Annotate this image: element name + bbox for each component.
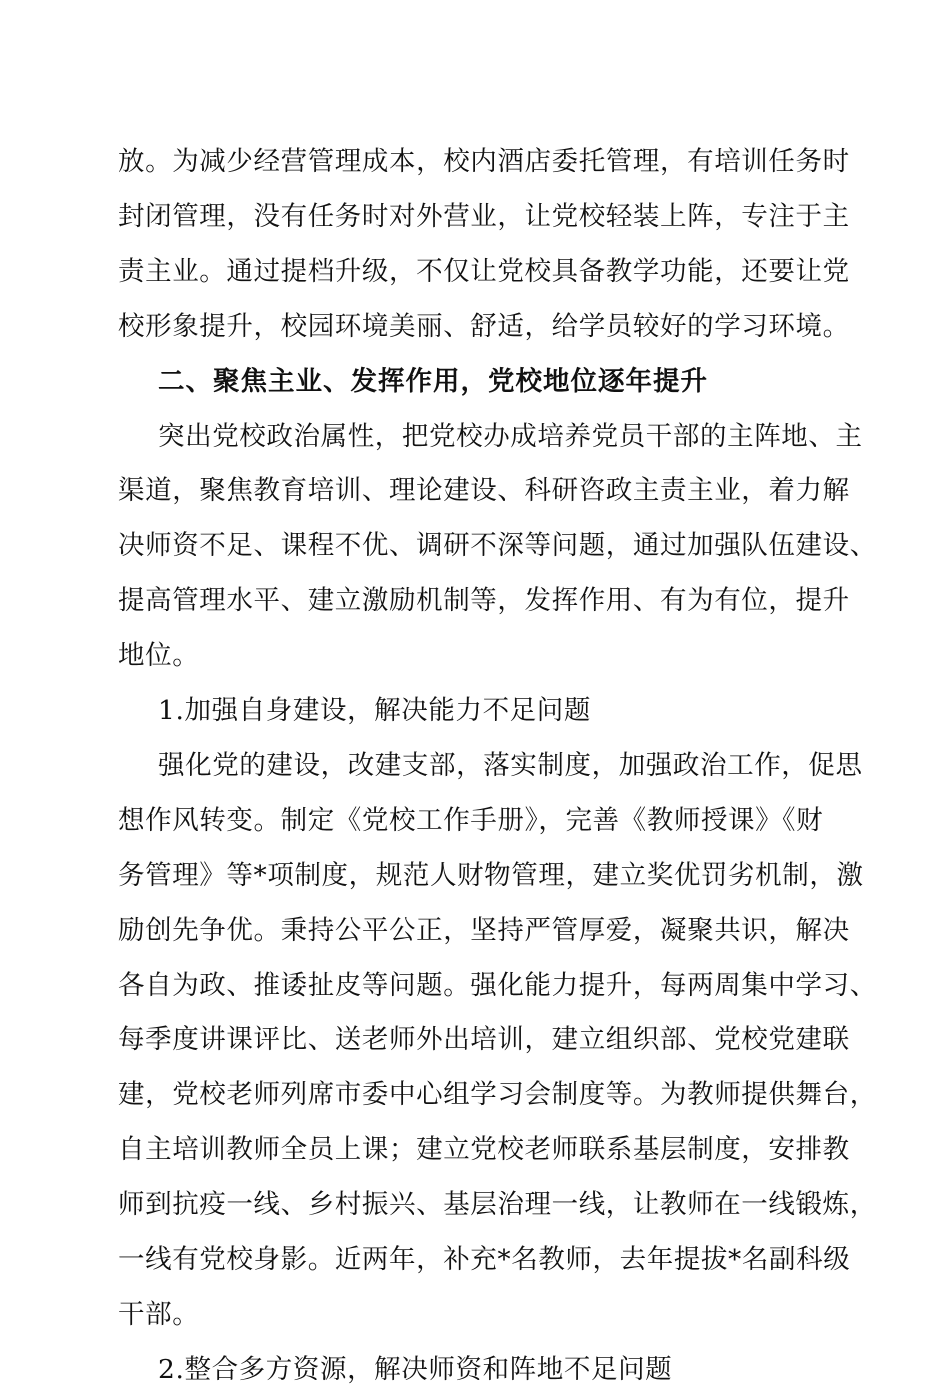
text-line: 放。为减少经营管理成本，校内酒店委托管理，有培训任务时 [118,146,850,177]
text-line: 干部。 [118,1299,200,1330]
text-line: 强化党的建设，改建支部，落实制度，加强政治工作，促思 [158,750,863,781]
section-heading: 二、聚焦主业、发挥作用，党校地位逐年提升 [158,366,708,397]
text-line: 渠道，聚焦教育培训、理论建设、科研咨政主责主业，着力解 [118,475,850,506]
text-line: 自主培训教师全员上课；建立党校老师联系基层制度，安排教 [118,1134,850,1165]
subheading: 2.整合多方资源，解决师资和阵地不足问题 [158,1354,673,1385]
text-line: 决师资不足、课程不优、调研不深等问题，通过加强队伍建设、 [118,530,877,561]
text-line: 校形象提升，校园环境美丽、舒适，给学员较好的学习环境。 [118,311,850,342]
text-line: 封闭管理，没有任务时对外营业，让党校轻装上阵，专注于主 [118,201,850,232]
text-line: 提高管理水平、建立激励机制等，发挥作用、有为有位，提升 [118,585,850,616]
text-line: 想作风转变。制定《党校工作手册》，完善《教师授课》《财 [118,805,824,836]
text-line: 建，党校老师列席市委中心组学习会制度等。为教师提供舞台， [118,1079,877,1110]
text-line: 地位。 [118,640,200,671]
text-line: 突出党校政治属性，把党校办成培养党员干部的主阵地、主 [158,421,863,452]
text-line: 每季度讲课评比、送老师外出培训，建立组织部、党校党建联 [118,1024,850,1055]
text-line: 务管理》等*项制度，规范人财物管理，建立奖优罚劣机制，激 [118,860,864,891]
text-line: 师到抗疫一线、乡村振兴、基层治理一线，让教师在一线锻炼， [118,1189,877,1220]
text-line: 励创先争优。秉持公平公正，坚持严管厚爱，凝聚共识，解决 [118,915,850,946]
text-line: 责主业。通过提档升级，不仅让党校具备教学功能，还要让党 [118,256,850,287]
subheading: 1.加强自身建设，解决能力不足问题 [158,695,591,726]
text-line: 各自为政、推诿扯皮等问题。强化能力提升，每两周集中学习、 [118,970,877,1001]
text-line: 一线有党校身影。近两年，补充*名教师，去年提拔*名副科级 [118,1244,851,1275]
